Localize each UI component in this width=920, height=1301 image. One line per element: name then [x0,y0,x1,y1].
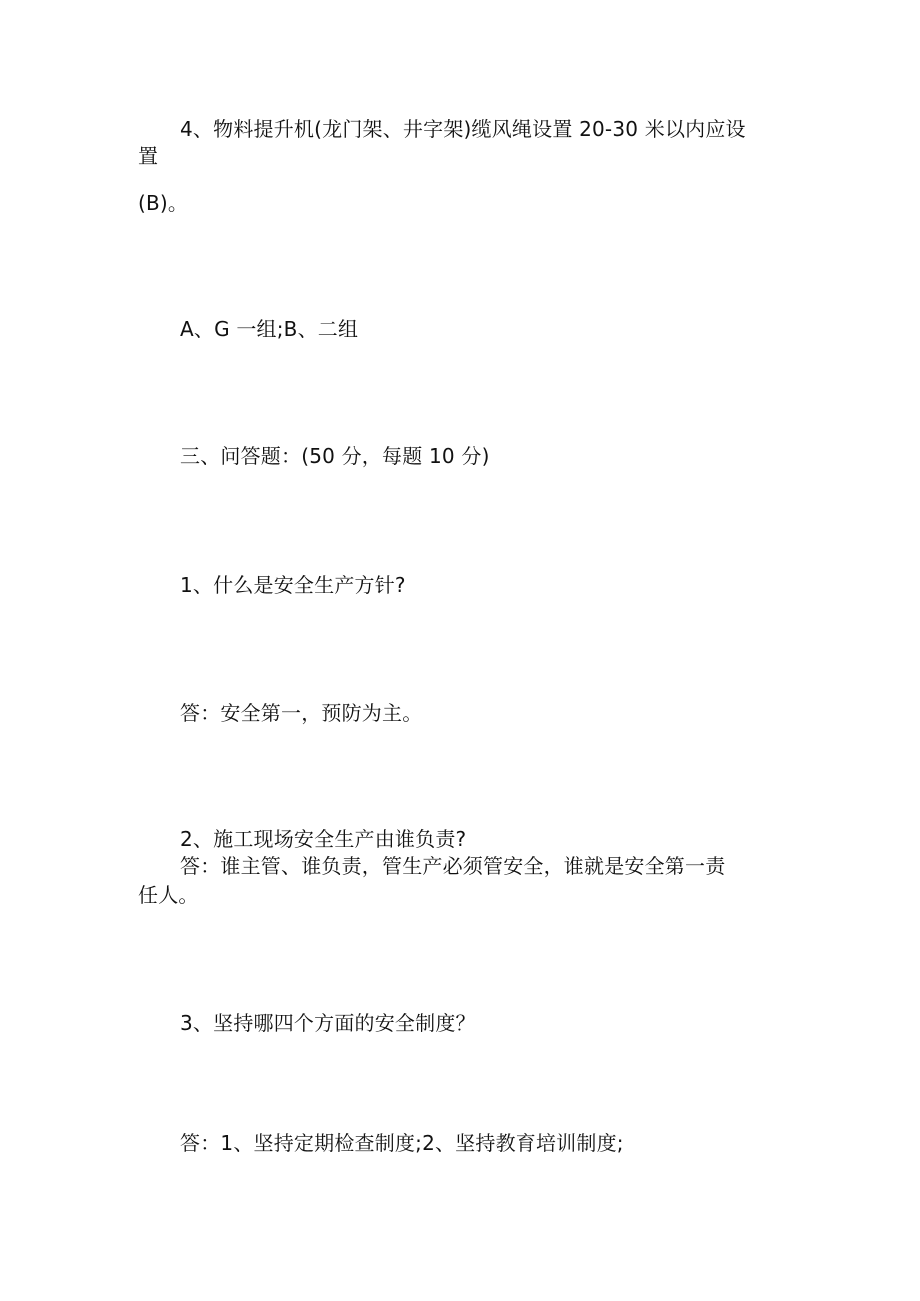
qa-1-question: 1、什么是安全生产方针? [180,573,406,597]
qa-3-answer: 答：1、坚持定期检查制度;2、坚持教育培训制度; [180,1131,624,1155]
question-4-text: 4、物料提升机(龙门架、井字架)缆风绳设置 20-30 米以内应设 [180,117,746,141]
section-title-qa: 三、问答题：(50 分，每题 10 分) [180,444,490,468]
qa-2-answer-continued: 任人。 [138,883,199,907]
qa-2-answer: 答：谁主管、谁负责，管生产必须管安全，谁就是安全第一责 [180,854,726,878]
question-4-options: A、G 一组;B、二组 [180,317,359,341]
question-4-answer-blank: (B)。 [138,191,189,215]
qa-1-answer: 答：安全第一，预防为主。 [180,701,423,725]
question-4-text-continued: 置 [138,144,159,168]
qa-2-question: 2、施工现场安全生产由谁负责? [180,827,467,851]
qa-3-question: 3、坚持哪四个方面的安全制度？ [180,1011,476,1035]
